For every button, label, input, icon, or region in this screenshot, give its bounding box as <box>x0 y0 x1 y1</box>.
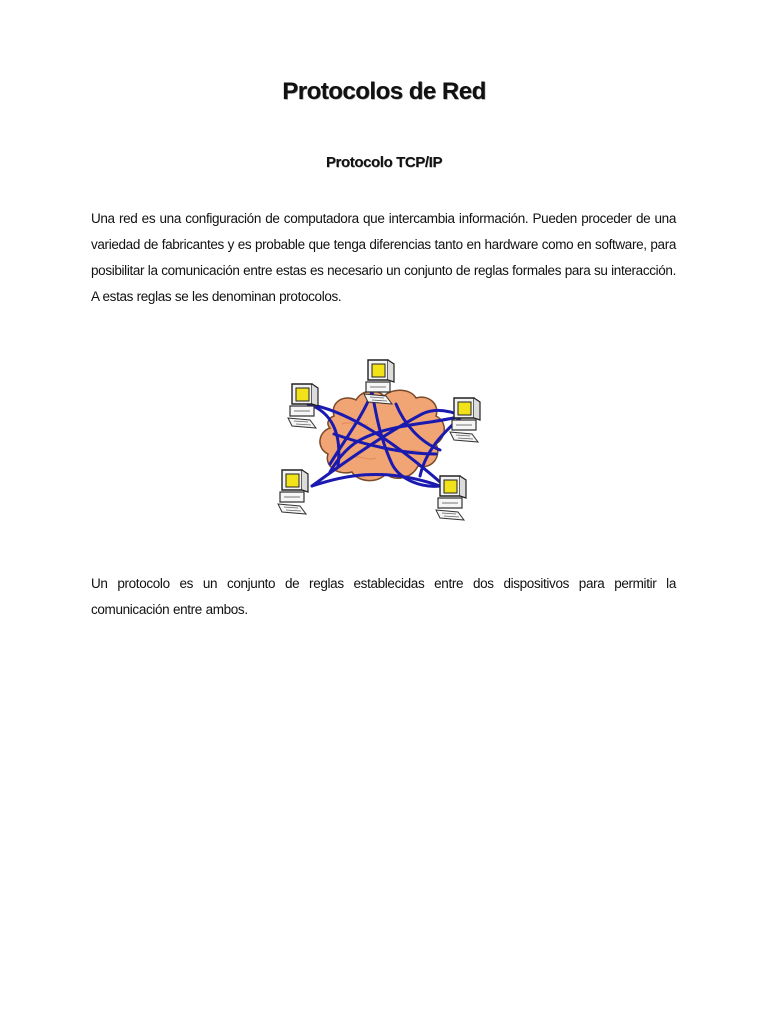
page-title: Protocolos de Red <box>282 78 486 105</box>
computer-bottom-left-icon <box>278 470 308 514</box>
paragraph-protocol-definition: Un protocolo es un conjunto de reglas establecidas entre dos dispositivos para permitir la comunicación entre ambos. <box>91 576 676 617</box>
network-cloud-computers-icon <box>272 354 498 524</box>
paragraph-network-definition: Una red es una configuración de computadora que intercambia información. Pueden proceder de una variedad de fabricantes y es probable que tenga diferencias tanto en hardware como en software, para posibilitar la comunicación entre estas es necesario un conjunto de reglas formales para su interacción. A estas reglas se les denominan protocolos. <box>91 211 676 304</box>
computer-right-icon <box>450 398 480 442</box>
computer-bottom-right-icon <box>436 476 466 520</box>
computer-left-icon <box>288 384 318 428</box>
network-illustration <box>272 354 498 524</box>
section-heading: Protocolo TCP/IP <box>325 154 443 171</box>
